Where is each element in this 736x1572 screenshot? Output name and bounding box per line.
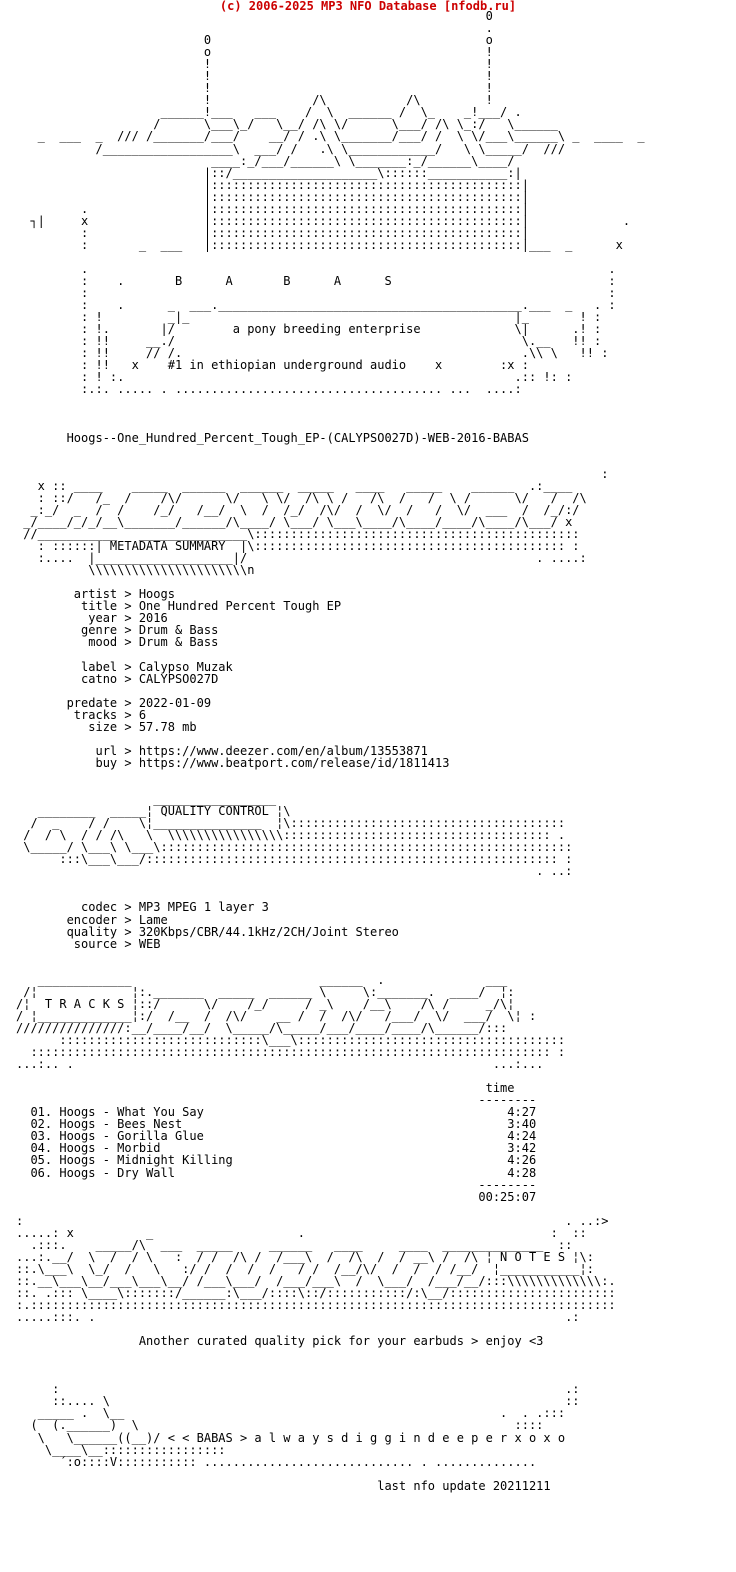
nfo-ascii-document: 0 . 0 o o ! ! ! ! ! ! ! ! /\ /\ ! ______!___ ___ / \ ______ / \_ _!___/ . / \___\_/ \__/ /\ \/ \___/ /\ \_:/ \______ _ ___ _ /// /_______/___/ __/ / .\ \_______/___/ / \ \/___\______\ _ ____ _ /__________________\ ___/ / .\ \____________/ \ \_____/ /// ____:_/___/______\ \_______:_/______\____/ |::/____________________\::::::___________:| |:::::::::::::::::::::::::::::::::::::::::::| |:::::::::::::::::::::::::::::::::::::::::::| . |:::::::::::::::::::::::::::::::::::::::::::| ┐| x |:::::::::::::::::::::::::::::::::::::::::::| . : |:::::::::::::::::::::::::::::::::::::::::::| : _ ___ |:::::::::::::::::::::::::::::::::::::::::::|___ _ x . . : . B A B A S : : : : . _ ___.__________________________________________.___ _ . : : ! _|_ |_ ! : : !. |/ a pony breeding enterprise \| .! : : !! __./ \.__ !! : : !! // /. .\\ \ !! : : !! x #1 in ethiopian underground audio x :x : : ! :. .:: !: : :.:. ..... . ..................................... ... ....: Hoogs--One_Hundred_Percent_Tough_EP-(CALYPSO027D)-WEB-2016-BABAS : x :: ____ _____ ______ ______ _____ ____ _____ ______ .:____ : ::/ /_ / /\/ \/ \ \/ /\ \ / /\ / / \ / \/ / /\ _:_/ _ / / /_/ /__/ \ / /_/ /\/ / \/ / / \/ ___ / /_/:/ _/____/_/_/__\_______/______/\____/ \___/ \___\____/\____/____/\____/\___/ x //___________ _______________\::::::::::::::::::::::::::::::::::::::::::::: : ::::::| METADATA SUMMARY |\::::::::::::::::::::::::::::::::::::::::::: : :.... |___________________|/ . ....: \\\\\\\\\\\\\\\\\\\\\\n artist > Hoogs title > One Hundred Percent Tough EP year > 2016 genre > Drum & Bass mood > Drum & Bass label > Calypso Muzak catno > CALYPSO027D predate > 2022-01-09 tracks > 6 size > 57.78 mb url > https://www.deezer.com/en/album/13553871 buy > https://www.beatport.com/release/id/1811413 _________________ ________ _____¦ QUALITY CONTROL ¦\ / _ / / \¦_______________ ¦\:::::::::::::::::::::::::::::::::::::: / / \ / / /\ \ \\\\\\\\\\\\\\\\::::::::::::::::::::::::::::::::::::: . \_____/ \___\ \___\::::::::::::::::::::::::::::::::::::::::::::::::::::::::: :::\___\___/::::::::::::::::::::::::::::::::::::::::::::::::::::::::: : . ..: codec > MP3 MPEG 1 layer 3 encoder > Lame quality > 320Kbps/CBR/44.1kHz/2CH/Joint Stereo source > WEB _____________ ______ . ___ /¦ ¦:._______ _____ ______ \ \:_______. ____/ ¦: /¦ T R A C K S ¦::/ \/ /_/ / _\ /__\ /\ / _/\¦ / ¦_____________¦:/ /__ / /\/ __ / / /\/ /___/ \/ ___/ \¦ : ///////////////:__/____/__/ \_____/\_____/___/____/____/\______/::: ::::::::::::::::::::::::::::\___\::::::::::::::::::::::::::::::::::::: :::::::::::::::::::::::::::::::::::::::::::::::::::::::::::::::::::::::: : ...:.. . ...:... time -------- 01. Hoogs - What You Say 4:27 02. Hoogs - Bees Nest 3:40 03. Hoogs - Gorilla Glue 4:24 04. Hoogs - Morbid 3:42 05. Hoogs - Midnight Killing 4:26 06. Hoogs - Dry Wall 4:28 -------- 00:25:07 : . ..:> .....: x _ . : :: .:::. _____/\ ___ _____ ______ ____ ____ ______________ :: ...:.__/ \ / / \ : / / /\ / /___\ / /\ / / __\ / /\ ¦ N O T E S ¦\: ::.\___\ \_/ / \ :/ / / / / / / /__/\/ / / / /__/ ¦___________¦: ::.__\___\__/___\___\__/ /___\___/ /___/___\ / \___/ /___/__/:::\\\\\\\\\\\\\:. ::. .::: \____\:::::::/______:\___/::::\::/:::::::::::/:\__/::::::::::::::::::::::: :.::::::::::::::::::::::::::::::::::::::::::::::::::::::::::::::::::::::::::::::::: .....:::. . .: Another curated quality pick for your earbuds > enjoy <3 : .: ::.... \ :: _____ . \__ . . .::: ( (.______) \ :::: \ \______((__)/ < < BABAS > a l w a y s d i g g i n d e e p e r x o x o \____\__::::::::::::::::: ´:o::::V::::::::::: ............................. . .............. last nfo update 20211211 [16,9,645,1493]
site-banner: (c) 2006-2025 MP3 NFO Database [nfodb.ru] [219,0,517,13]
